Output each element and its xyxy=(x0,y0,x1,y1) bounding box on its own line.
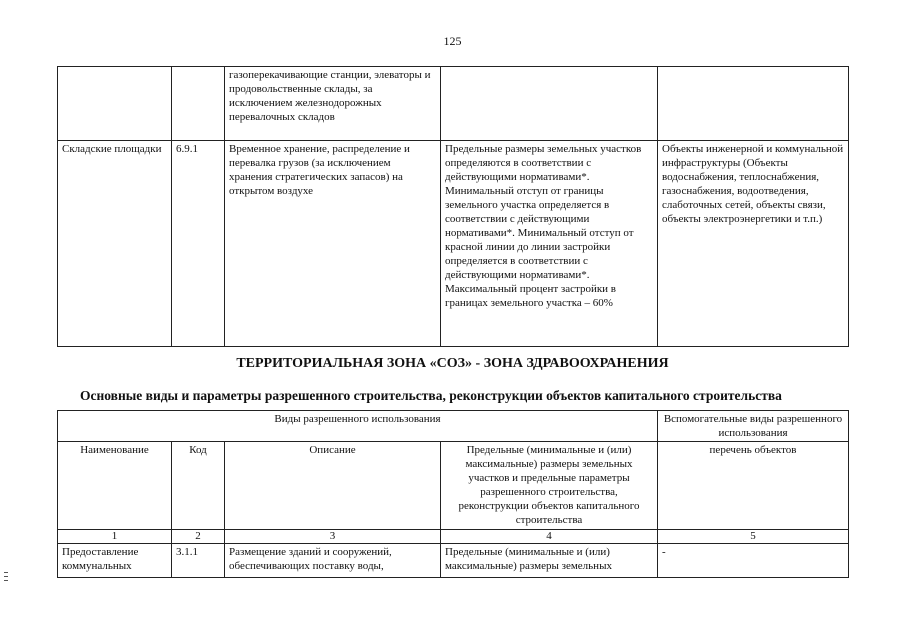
column-header-description: Описание xyxy=(225,442,441,530)
table-row xyxy=(58,544,849,578)
cell-code: 6.9.1 xyxy=(172,141,225,347)
cell-code: 3.1.1 xyxy=(172,544,225,578)
column-number-row xyxy=(58,530,849,544)
column-header-auxiliary: перечень объектов xyxy=(658,442,849,530)
column-header-row xyxy=(58,442,849,530)
cell-description: газоперекачивающие станции, элеваторы и продовольственные склады, за исключением железнодорожных перевалочных складов xyxy=(225,67,441,141)
zone-title: ТЕРРИТОРИАЛЬНАЯ ЗОНА «СОЗ» - ЗОНА ЗДРАВООХРАНЕНИЯ xyxy=(236,356,669,371)
page-number: 125 xyxy=(443,34,462,48)
cell-name: Предоставление коммунальных xyxy=(58,544,172,578)
cell-description: Временное хранение, распределение и перевалка грузов (за исключением хранения стратегических запасов) на открытом воздухе xyxy=(225,141,441,347)
column-number: 1 xyxy=(58,530,172,544)
table-row xyxy=(58,141,849,347)
cell-auxiliary: Объекты инженерной и коммунальной инфраструктуры (Объекты водоснабжения, теплоснабжения, газоснабжения, водоотведения, слаботочных сетей, объекты связи, объекты электроэнергетики и т.п.) xyxy=(658,141,849,347)
column-header-name: Наименование xyxy=(58,442,172,530)
cell-auxiliary: - xyxy=(658,544,849,578)
column-number: 4 xyxy=(441,530,658,544)
cell-description: Размещение зданий и сооружений, обеспечивающих поставку воды, xyxy=(225,544,441,578)
scan-mark xyxy=(4,580,8,581)
permitted-use-table-continued xyxy=(57,66,849,347)
cell-parameters: Предельные размеры земельных участков определяются в соответствии с действующими нормативами*. Минимальный отступ от границы земельного участка определяется в соответствии с действующими нормативами*. Минимальный отступ от красной линии до линии застройки определяется в соответствии с действующими нормативами*. Максимальный процент застройки в границах земельного участка – 60% xyxy=(441,141,658,347)
column-header-code: Код xyxy=(172,442,225,530)
cell-code xyxy=(172,67,225,141)
section-subtitle: Основные виды и параметры разрешенного строительства, реконструкции объектов капитального строительства xyxy=(80,388,782,403)
permitted-use-table xyxy=(57,410,849,578)
scan-mark xyxy=(4,572,8,573)
cell-auxiliary xyxy=(658,67,849,141)
cell-name: Складские площадки xyxy=(58,141,172,347)
cell-parameters: Предельные (минимальные и (или) максимальные) размеры земельных xyxy=(441,544,658,578)
group-header-row xyxy=(58,411,849,442)
scan-mark xyxy=(4,576,8,577)
column-number: 2 xyxy=(172,530,225,544)
table-row xyxy=(58,67,849,141)
column-number: 3 xyxy=(225,530,441,544)
column-header-parameters: Предельные (минимальные и (или) максимальные) размеры земельных участков и предельные параметры разрешенного строительства, реконструкции объектов капитального строительства xyxy=(441,442,658,530)
cell-name xyxy=(58,67,172,141)
column-number: 5 xyxy=(658,530,849,544)
group-header: Виды разрешенного использования xyxy=(58,411,658,442)
aux-group-header: Вспомогательные виды разрешенного использования xyxy=(658,411,849,442)
cell-parameters xyxy=(441,67,658,141)
